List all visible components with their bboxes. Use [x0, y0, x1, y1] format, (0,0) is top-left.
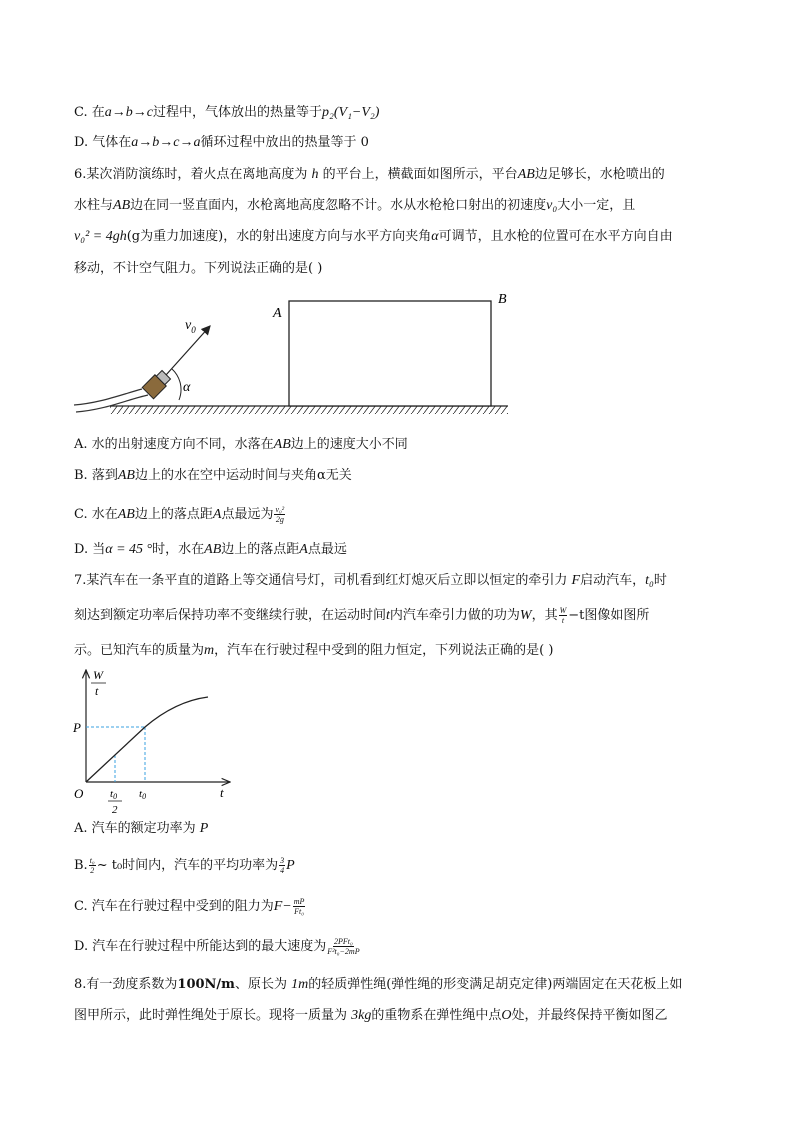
label-b: B: [498, 292, 507, 307]
q7-stem-line3: 示。已知汽车的质量为m，汽车在行驶过程中受到的阻力恒定，下列说法正确的是( ): [74, 643, 554, 658]
fraction-v0sq-2g: $\frac{\text{v₀²}}{2g}$: [275, 505, 285, 524]
q8-stem-line2: 图甲所示，此时弹性绳处于原长。现将一质量为 3kg的重物系在弹性绳中点O处，并最终保持平衡如图乙: [74, 1008, 668, 1023]
q7-graph: [70, 665, 240, 815]
q6-option-b: B. 落到AB边上的水在空中运动时间与夹角α无关: [74, 468, 352, 483]
ground-hatch: [110, 406, 508, 414]
q8-stem-line1: 8.有一劲度系数为100N/m、原长为 1m的轻质弹性绳(弹性绳的形变满足胡克定律)两端固定在天花板上如: [74, 977, 683, 992]
label-a: A: [273, 306, 282, 321]
label-t0: t0: [139, 788, 147, 801]
q7-option-a: A. 汽车的额定功率为 P: [74, 821, 209, 836]
y-label: W t: [93, 668, 103, 698]
q5-option-d: D. 气体在a→b→c→a循环过程中放出的热量等于 0: [74, 135, 369, 150]
label-t: t: [220, 785, 224, 800]
velocity-arrow: [166, 326, 210, 375]
q6-figure: [70, 285, 520, 415]
label-alpha: α: [183, 380, 191, 395]
q6-option-a: A. 水的出射速度方向不同，水落在AB边上的速度大小不同: [74, 437, 408, 452]
fraction-max-speed: $\frac{\text{2PFt₀}}{\text{F²t₀−2mP}}$: [327, 937, 360, 956]
q7-option-d: D. 汽车在行驶过程中所能达到的最大速度为 $\frac{\text{2PFt₀}}{\text{F²t₀−2mP}}$: [74, 937, 360, 956]
q5-option-c: C. 在a→b→c过程中，气体放出的热量等于p₂(V₁−V₂): [74, 105, 380, 120]
angle-arc: [172, 369, 181, 400]
fraction-mp-ft0: $\frac{mP}{\text{Ft₀}}$: [293, 897, 305, 916]
label-o: O: [74, 786, 84, 801]
q7-stem-line2: 刻达到额定功率后保持功率不变继续行驶，在运动时间t内汽车牵引力做的功为W，其 $\frac{W}{t}$ −t图像如图所: [74, 606, 650, 625]
label-v0: $v_0$: [185, 318, 196, 335]
q6-stem-line1: 6.某次消防演练时，着火点在离地高度为 h 的平台上，横截面如图所示，平台AB边足够长，水枪喷出的: [74, 167, 665, 182]
q6-option-c: C. 水在AB边上的落点距A点最远为 $\frac{\text{v₀²}}{2g}$: [74, 505, 285, 524]
q6-option-d: D. 当α = 45 °时，水在AB边上的落点距A点最远: [74, 542, 347, 557]
q6-stem-line2: 水柱与AB边在同一竖直面内，水枪离地高度忽略不计。水从水枪枪口射出的初速度v₀大小一定，且: [74, 198, 636, 213]
q7-stem-line1: 7.某汽车在一条平直的道路上等交通信号灯，司机看到红灯熄灭后立即以恒定的牵引力 F启动汽车，t₀时: [74, 573, 667, 588]
hose: [74, 389, 142, 405]
label-p: P: [73, 720, 81, 735]
fraction-t0-2: $\frac{\text{t₀}}{2}$: [89, 856, 95, 875]
q7-option-c: C. 汽车在行驶过程中受到的阻力为F− $\frac{mP}{\text{Ft₀}}$: [74, 897, 305, 916]
q6-stem-line4: 移动，不计空气阻力。下列说法正确的是( ): [74, 261, 323, 276]
q7-option-b: B. $\frac{\text{t₀}}{2}$ ~ t₀时间内，汽车的平均功率为 $\frac{3}{4}$ P: [74, 856, 295, 875]
fraction-3-4: $\frac{3}{4}$: [280, 856, 285, 875]
fraction-w-t: $\frac{W}{t}$: [559, 606, 567, 625]
platform: [289, 301, 491, 406]
q6-stem-line3: v₀² = 4gh(g为重力加速度)，水的射出速度方向与水平方向夹角α可调节，且水枪的位置可在水平方向自由: [74, 229, 673, 244]
label-t0-half: t0 2: [110, 788, 118, 815]
curve: [86, 697, 208, 782]
